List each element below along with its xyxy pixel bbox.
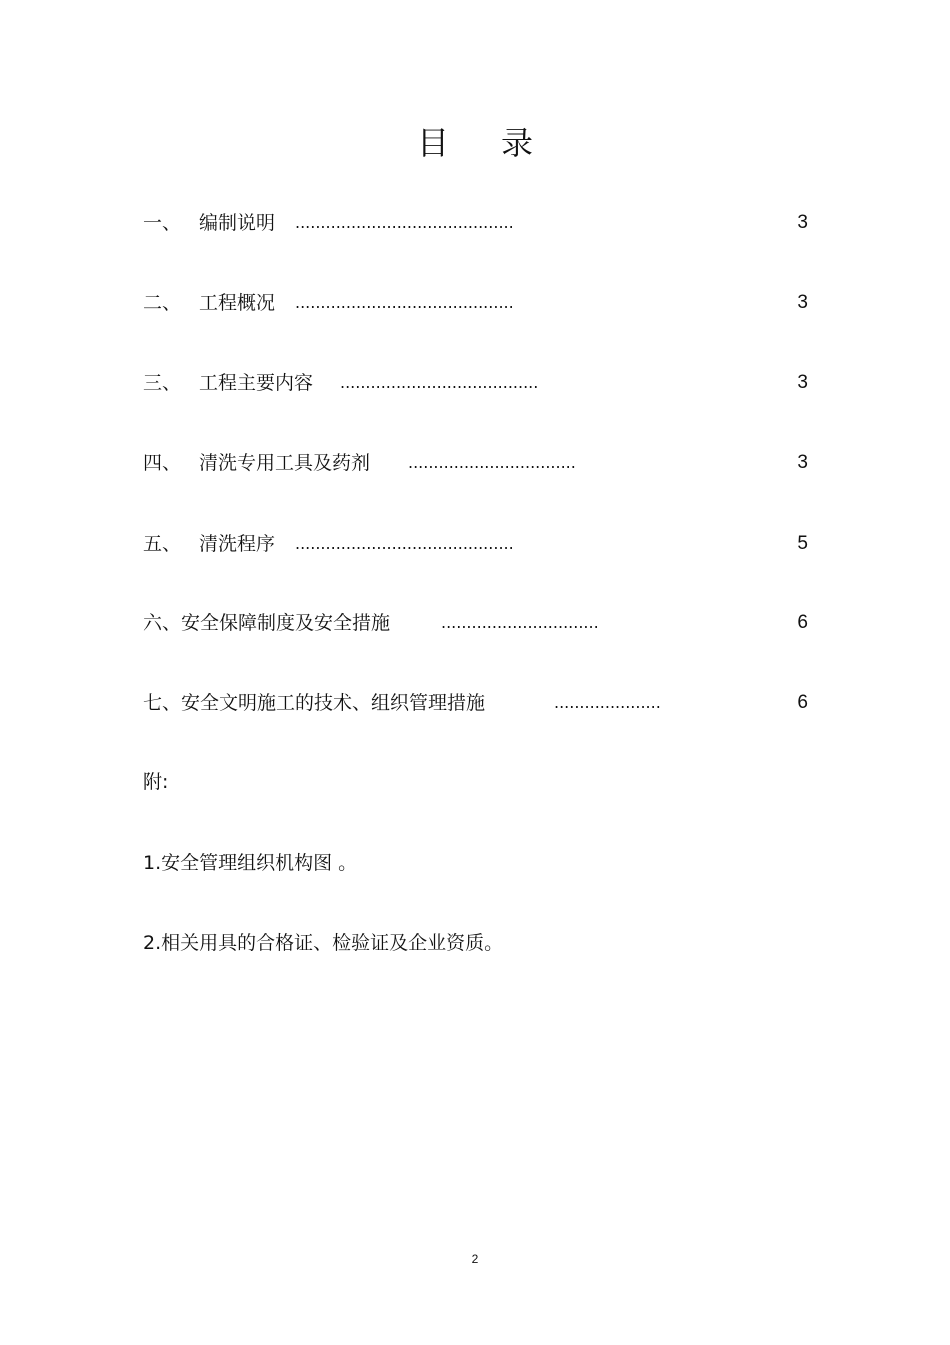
toc-page-number: 6 (797, 692, 808, 713)
toc-label: 工程主要内容 (199, 372, 314, 394)
toc-entry[interactable] (143, 448, 808, 478)
toc-number: 二、 (143, 292, 182, 314)
toc-page-number: 5 (797, 533, 808, 554)
toc-entry[interactable] (143, 368, 808, 398)
toc-page-number: 3 (797, 212, 808, 233)
page-number-footer: 2 (471, 1252, 479, 1266)
toc-page-number: 3 (797, 372, 808, 393)
toc-leader-dots: ..................... (554, 693, 661, 712)
toc-leader-dots: ....................................... (340, 373, 539, 392)
toc-leader-dots: ........................................... (295, 213, 514, 232)
title-char: 目 (416, 124, 449, 162)
toc-leader-dots: ........................................... (295, 293, 514, 312)
toc-number: 一、 (143, 212, 182, 234)
toc-entry[interactable] (143, 529, 808, 559)
toc-page-number: 6 (797, 612, 808, 633)
toc-entry[interactable] (143, 288, 808, 318)
page-title (0, 118, 950, 164)
toc-label: 六、安全保障制度及安全措施 (143, 612, 391, 634)
toc-label: 工程概况 (199, 292, 276, 314)
appendix-heading: 附: (143, 771, 169, 793)
toc-page-number: 3 (797, 292, 808, 313)
title-char: 录 (501, 124, 534, 162)
toc-entry[interactable] (143, 208, 808, 238)
toc-entry[interactable] (143, 608, 808, 638)
toc-label: 编制说明 (199, 212, 276, 234)
toc-page-number: 3 (797, 452, 808, 473)
toc-label: 清洗专用工具及药剂 (199, 452, 371, 474)
toc-number: 五、 (143, 533, 182, 555)
appendix-item: 2.相关用具的合格证、检验证及企业资质。 (143, 932, 504, 954)
appendix-item: 1.安全管理组织机构图 。 (143, 852, 358, 874)
toc-leader-dots: ................................. (408, 453, 576, 472)
toc-number: 三、 (143, 372, 182, 394)
toc-label: 七、安全文明施工的技术、组织管理措施 (143, 692, 486, 714)
toc-label: 清洗程序 (199, 533, 276, 555)
toc-leader-dots: ........................................... (295, 534, 514, 553)
toc-leader-dots: ............................... (441, 613, 599, 632)
toc-number: 四、 (143, 452, 182, 474)
toc-entry[interactable] (143, 688, 808, 718)
